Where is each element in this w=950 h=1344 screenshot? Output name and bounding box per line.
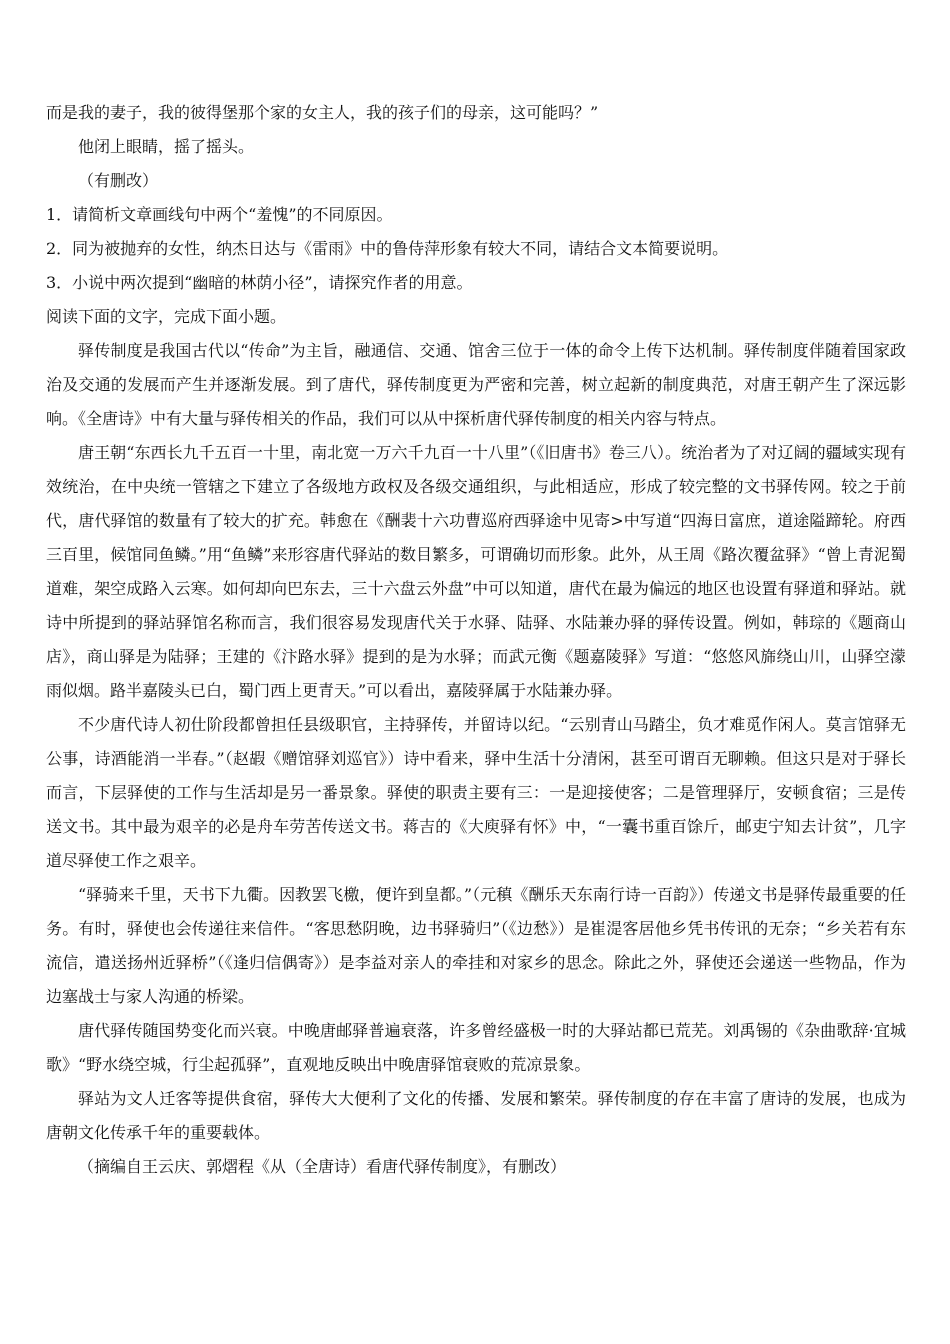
question-1: 1．请简析文章画线句中两个“羞愧”的不同原因。 <box>46 205 393 224</box>
story-action-line: 他闭上眼睛，摇了摇头。 <box>78 137 255 156</box>
article-source: （摘编自王云庆、郭熠程《从（全唐诗）看唐代驿传制度》，有删改） <box>78 1157 567 1176</box>
document-content <box>46 96 906 1184</box>
question-2: 2．同为被抛弃的女性，纳杰日达与《雷雨》中的鲁侍萍形象有较大不同，请结合文本简要说明。 <box>46 239 729 258</box>
story-ending-line: 而是我的妻子，我的彼得堡那个家的女主人，我的孩子们的母亲，这可能吗？” <box>46 103 599 122</box>
edit-note: （有删改） <box>78 171 159 190</box>
question-3: 3．小说中两次提到“幽暗的林荫小径”，请探究作者的用意。 <box>46 273 473 292</box>
article-paragraph-2: 唐王朝“东西长九千五百一十里，南北宽一万六千九百一十八里”（《旧唐书》卷三八）。统治者为了对辽阔的疆域实现有效统治，在中央统一管辖之下建立了各级地方政权及各级交通组织，与此相适应，形成了较完整的文书驿传网。较之于前代，唐代驿馆的数量有了较大的扩充。韩愈在《酬裴十六功曹巡府西驿途中见寄>中写道“四海日富庶，道途隘蹄轮。府西三百里，候馆同鱼鳞。”用“鱼鳞”来形容唐代驿站的数目繁多，可谓确切而形象。此外，从王周《路次覆盆驿》“曾上青泥蜀道难，架空成路入云寒。如何却向巴东去，三十六盘云外盘”中可以知道，唐代在最为偏远的地区也设置有驿道和驿站。就诗中所提到的驿站驿馆名称而言，我们很容易发现唐代关于水驿、陆驿、水陆兼办驿的驿传设置。例如，韩琮的《题商山店》，商山驿是为陆驿；王建的《汴路水驿》提到的是为水驿；而武元衡《题嘉陵驿》写道：“悠悠风旆绕山川，山驿空濛雨似烟。路半嘉陵头已白，蜀门西上更青天。”可以看出，嘉陵驿属于水陆兼办驿。 <box>46 443 906 700</box>
article-paragraph-5: 唐代驿传随国势变化而兴衰。中晚唐邮驿普遍衰落，许多曾经盛极一时的大驿站都已荒芜。刘禹锡的《杂曲歌辞·宜城歌》“野水绕空城，行尘起孤驿”，直观地反映出中晚唐驿馆衰败的荒凉景象。 <box>46 1021 906 1074</box>
reading-instruction: 阅读下面的文字，完成下面小题。 <box>46 307 287 326</box>
article-paragraph-1: 驿传制度是我国古代以“传命”为主旨，融通信、交通、馆舍三位于一体的命令上传下达机制。驿传制度伴随着国家政治及交通的发展而产生并逐渐发展。到了唐代，驿传制度更为严密和完善，树立起新的制度典范，对唐王朝产生了深远影响。《全唐诗》中有大量与驿传相关的作品，我们可以从中探析唐代驿传制度的相关内容与特点。 <box>46 341 906 428</box>
article-paragraph-4: “驿骑来千里，天书下九衢。因教罢飞檄，便许到皇都。”（元稹《酬乐天东南行诗一百韵》）传递文书是驿传最重要的任务。有时，驿使也会传递往来信件。“客思愁阴晚，边书驿骑归”（《边愁》）是崔湜客居他乡凭书传讯的无奈；“乡关若有东流信，遣送扬州近驿桥”（《逢归信偶寄》）是李益对亲人的牵挂和对家乡的思念。除此之外，驿使还会递送一些物品，作为边塞战士与家人沟通的桥梁。 <box>46 885 906 1006</box>
article-paragraph-6: 驿站为文人迁客等提供食宿，驿传大大便利了文化的传播、发展和繁荣。驿传制度的存在丰富了唐诗的发展，也成为唐朝文化传承千年的重要载体。 <box>46 1089 906 1142</box>
article-paragraph-3: 不少唐代诗人初仕阶段都曾担任县级职官，主持驿传，并留诗以纪。“云别青山马踏尘，负才难觅作闲人。莫言馆驿无公事，诗酒能消一半春。”（赵嘏《赠馆驿刘巡官》）诗中看来，驿中生活十分清闲，甚至可谓百无聊赖。但这只是对于驿长而言，下层驿使的工作与生活却是另一番景象。驿使的职责主要有三：一是迎接使客；二是管理驿厅，安顿食宿；三是传送文书。其中最为艰辛的必是舟车劳苦传送文书。蒋吉的《大庾驿有怀》中，“一囊书重百馀斤，邮吏宁知去计贫”，几字道尽驿使工作之艰辛。 <box>46 715 906 870</box>
